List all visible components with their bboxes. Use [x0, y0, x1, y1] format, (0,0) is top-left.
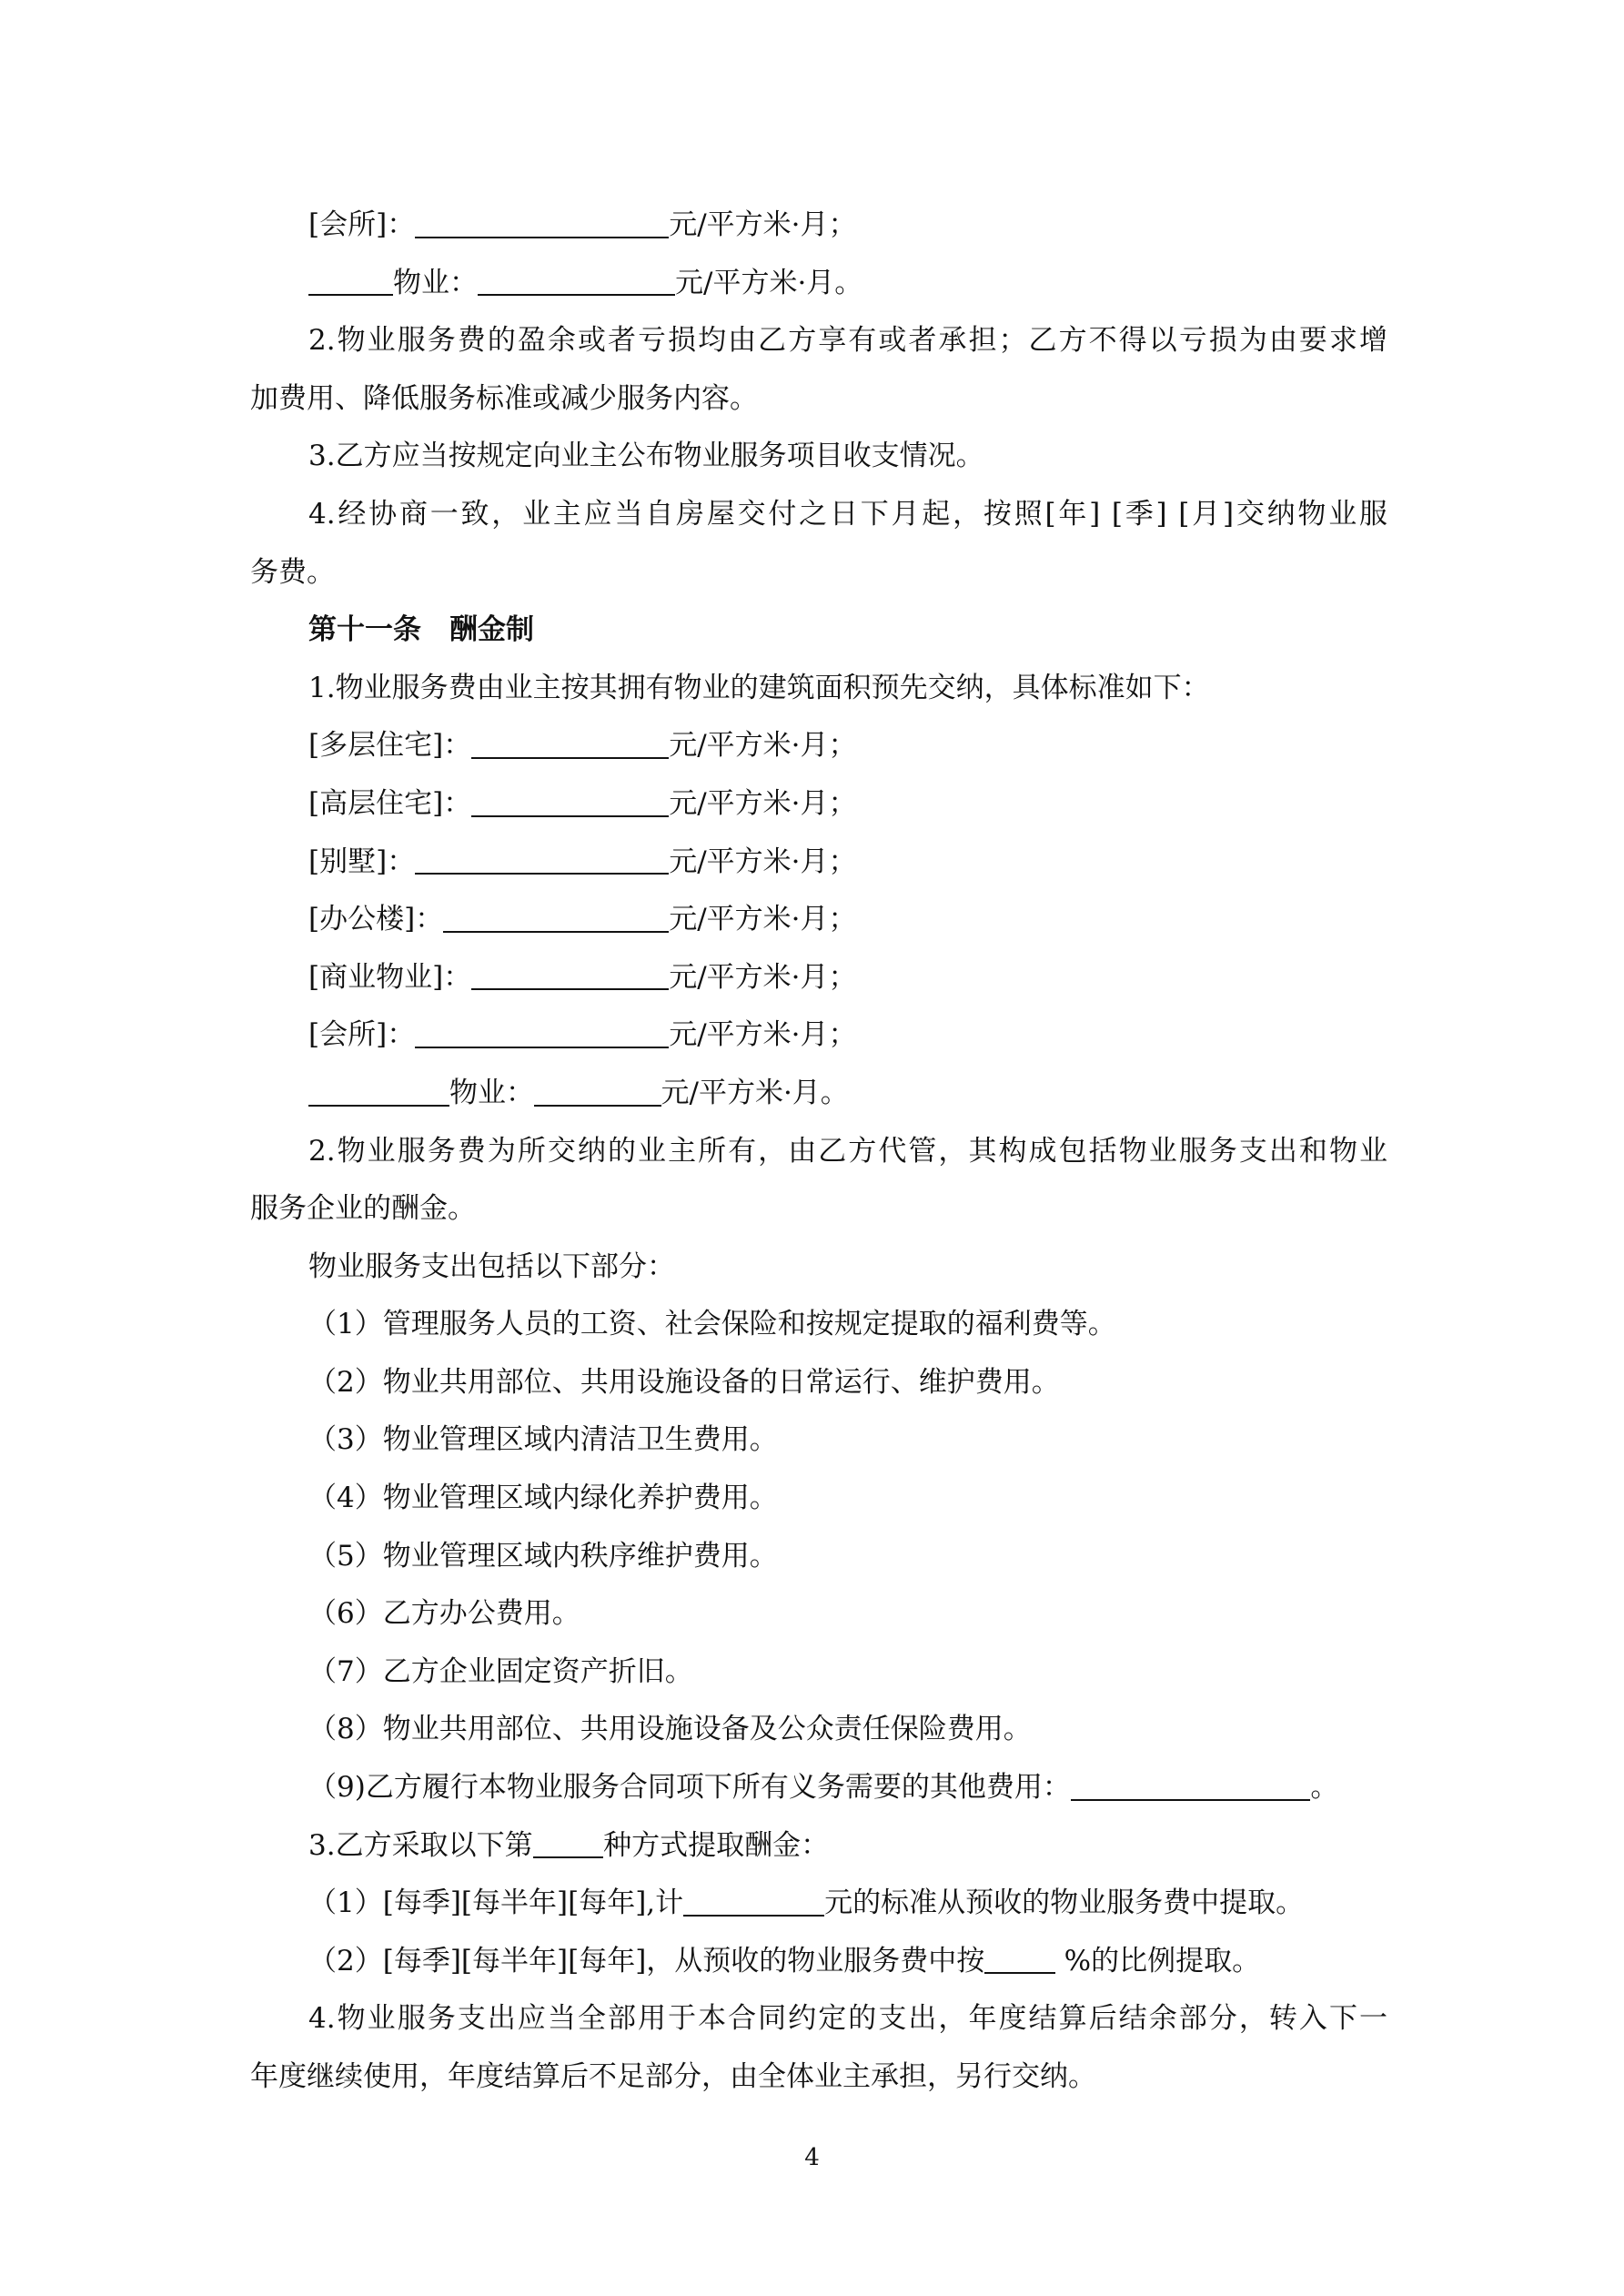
text-segment: [会所]： — [308, 1018, 416, 1052]
text-line — [250, 1875, 1387, 1933]
fill-in-blank — [984, 1943, 1055, 1975]
text-segment: 元的标准从预收的物业服务费中提取。 — [824, 1886, 1305, 1920]
text-segment: 元/平方米·月； — [669, 903, 857, 936]
fill-in-blank — [683, 1885, 824, 1917]
text-segment: 种方式提取酬金： — [603, 1828, 830, 1862]
text-segment: 物业服务支出包括以下部分： — [308, 1249, 675, 1283]
text-line — [250, 1239, 1387, 1297]
text-line — [250, 1006, 1387, 1065]
text-line — [250, 486, 1387, 544]
text-line — [250, 370, 1387, 429]
text-line — [250, 1123, 1387, 1181]
text-line — [250, 1528, 1387, 1586]
text-segment: 元/平方米·月； — [669, 729, 857, 763]
text-segment: [别墅]： — [308, 845, 416, 878]
fill-in-blank — [1071, 1769, 1311, 1801]
fill-in-blank — [308, 1075, 449, 1107]
text-segment: （1）[每季][每半年][每年],计 — [308, 1886, 684, 1920]
text-line — [250, 891, 1387, 949]
fill-in-blank — [471, 959, 669, 991]
text-segment: （6）乙方办公费用。 — [308, 1597, 580, 1631]
text-segment: 3.乙方采取以下第 — [308, 1828, 533, 1862]
text-segment: 元/平方米·月； — [669, 1018, 857, 1052]
text-line — [250, 1354, 1387, 1412]
text-segment: [办公楼]： — [308, 903, 444, 936]
text-line — [250, 428, 1387, 486]
text-segment: （7）乙方企业固定资产折旧。 — [308, 1654, 693, 1688]
text-segment: [商业物业]： — [308, 960, 472, 994]
text-line — [250, 1759, 1387, 1817]
text-line — [250, 1644, 1387, 1702]
text-segment: 元/平方米·月。 — [661, 1076, 849, 1109]
page-number: 4 — [804, 2144, 820, 2171]
fill-in-blank — [471, 727, 669, 759]
text-segment: 1.物业服务费由业主按其拥有物业的建筑面积预先交纳，具体标准如下： — [308, 671, 1210, 704]
text-line — [250, 1296, 1387, 1354]
text-segment: 第十一条 酬金制 — [308, 613, 534, 647]
text-segment: 2.物业服务费为所交纳的业主所有，由乙方代管，其构成包括物业服务支出和物业 — [308, 1134, 1387, 1168]
text-line — [250, 1817, 1387, 1876]
fill-in-blank — [415, 207, 669, 238]
text-line — [250, 775, 1387, 834]
fill-in-blank — [415, 844, 669, 875]
fill-in-blank — [308, 265, 393, 297]
text-segment: [多层住宅]： — [308, 729, 472, 763]
text-line — [250, 949, 1387, 1007]
text-line — [250, 717, 1387, 775]
text-line — [250, 197, 1387, 255]
section-heading — [250, 602, 1387, 660]
text-segment: 元/平方米·月； — [669, 960, 857, 994]
text-line — [250, 1990, 1387, 2048]
text-segment: 3.乙方应当按规定向业主公布物业服务项目收支情况。 — [308, 440, 984, 473]
text-segment: 物业： — [449, 1076, 534, 1109]
fill-in-blank — [534, 1075, 661, 1107]
text-segment: %的比例提取。 — [1054, 1944, 1261, 1977]
text-segment: 服务企业的酬金。 — [250, 1192, 476, 1226]
text-line — [250, 2048, 1387, 2107]
text-line — [250, 255, 1387, 313]
fill-in-blank — [533, 1827, 604, 1859]
text-segment: （4）物业管理区域内绿化养护费用。 — [308, 1482, 778, 1515]
fill-in-blank — [443, 901, 669, 933]
text-segment: （5）物业管理区域内秩序维护费用。 — [308, 1539, 778, 1573]
text-line — [250, 660, 1387, 718]
text-segment: 物业： — [393, 266, 478, 299]
text-segment: 年度继续使用，年度结算后不足部分，由全体业主承担，另行交纳。 — [250, 2060, 1096, 2093]
fill-in-blank — [415, 1017, 669, 1048]
text-segment: （1）管理服务人员的工资、社会保险和按规定提取的福利费等。 — [308, 1308, 1116, 1341]
text-line — [250, 544, 1387, 602]
text-segment: 元/平方米·月； — [669, 208, 857, 241]
text-line — [250, 1470, 1387, 1528]
text-line — [250, 1411, 1387, 1470]
text-line — [250, 834, 1387, 892]
text-segment: 4.物业服务支出应当全部用于本合同约定的支出，年度结算后结余部分，转入下一 — [308, 2002, 1387, 2036]
text-line — [250, 1585, 1387, 1644]
text-segment: （2）物业共用部位、共用设施设备的日常运行、维护费用。 — [308, 1365, 1060, 1399]
text-line — [250, 1933, 1387, 1991]
text-segment: 4.经协商一致，业主应当自房屋交付之日下月起，按照[年] [季] [月]交纳物业服 — [308, 497, 1387, 531]
text-segment: [会所]： — [308, 208, 416, 241]
text-segment: 加费用、降低服务标准或减少服务内容。 — [250, 381, 758, 415]
text-segment: （9)乙方履行本物业服务合同项下所有义务需要的其他费用： — [308, 1771, 1071, 1805]
text-segment: 2.物业服务费的盈余或者亏损均由乙方享有或者承担；乙方不得以亏损为由要求增 — [308, 324, 1387, 358]
text-segment: 。 — [1310, 1771, 1339, 1805]
document-body — [250, 197, 1387, 2107]
text-line — [250, 1180, 1387, 1239]
text-line — [250, 1065, 1387, 1123]
text-segment: （3）物业管理区域内清洁卫生费用。 — [308, 1423, 778, 1457]
fill-in-blank — [471, 785, 669, 817]
text-segment: 元/平方米·月； — [669, 786, 857, 820]
text-line — [250, 312, 1387, 370]
text-segment: （2）[每季][每半年][每年]，从预收的物业服务费中按 — [308, 1944, 985, 1977]
text-segment: [高层住宅]： — [308, 786, 472, 820]
text-line — [250, 1701, 1387, 1759]
text-segment: 务费。 — [250, 555, 335, 589]
text-segment: 元/平方米·月。 — [675, 266, 863, 299]
text-segment: （8）物业共用部位、共用设施设备及公众责任保险费用。 — [308, 1713, 1032, 1746]
text-segment: 元/平方米·月； — [669, 845, 857, 878]
fill-in-blank — [478, 265, 675, 297]
